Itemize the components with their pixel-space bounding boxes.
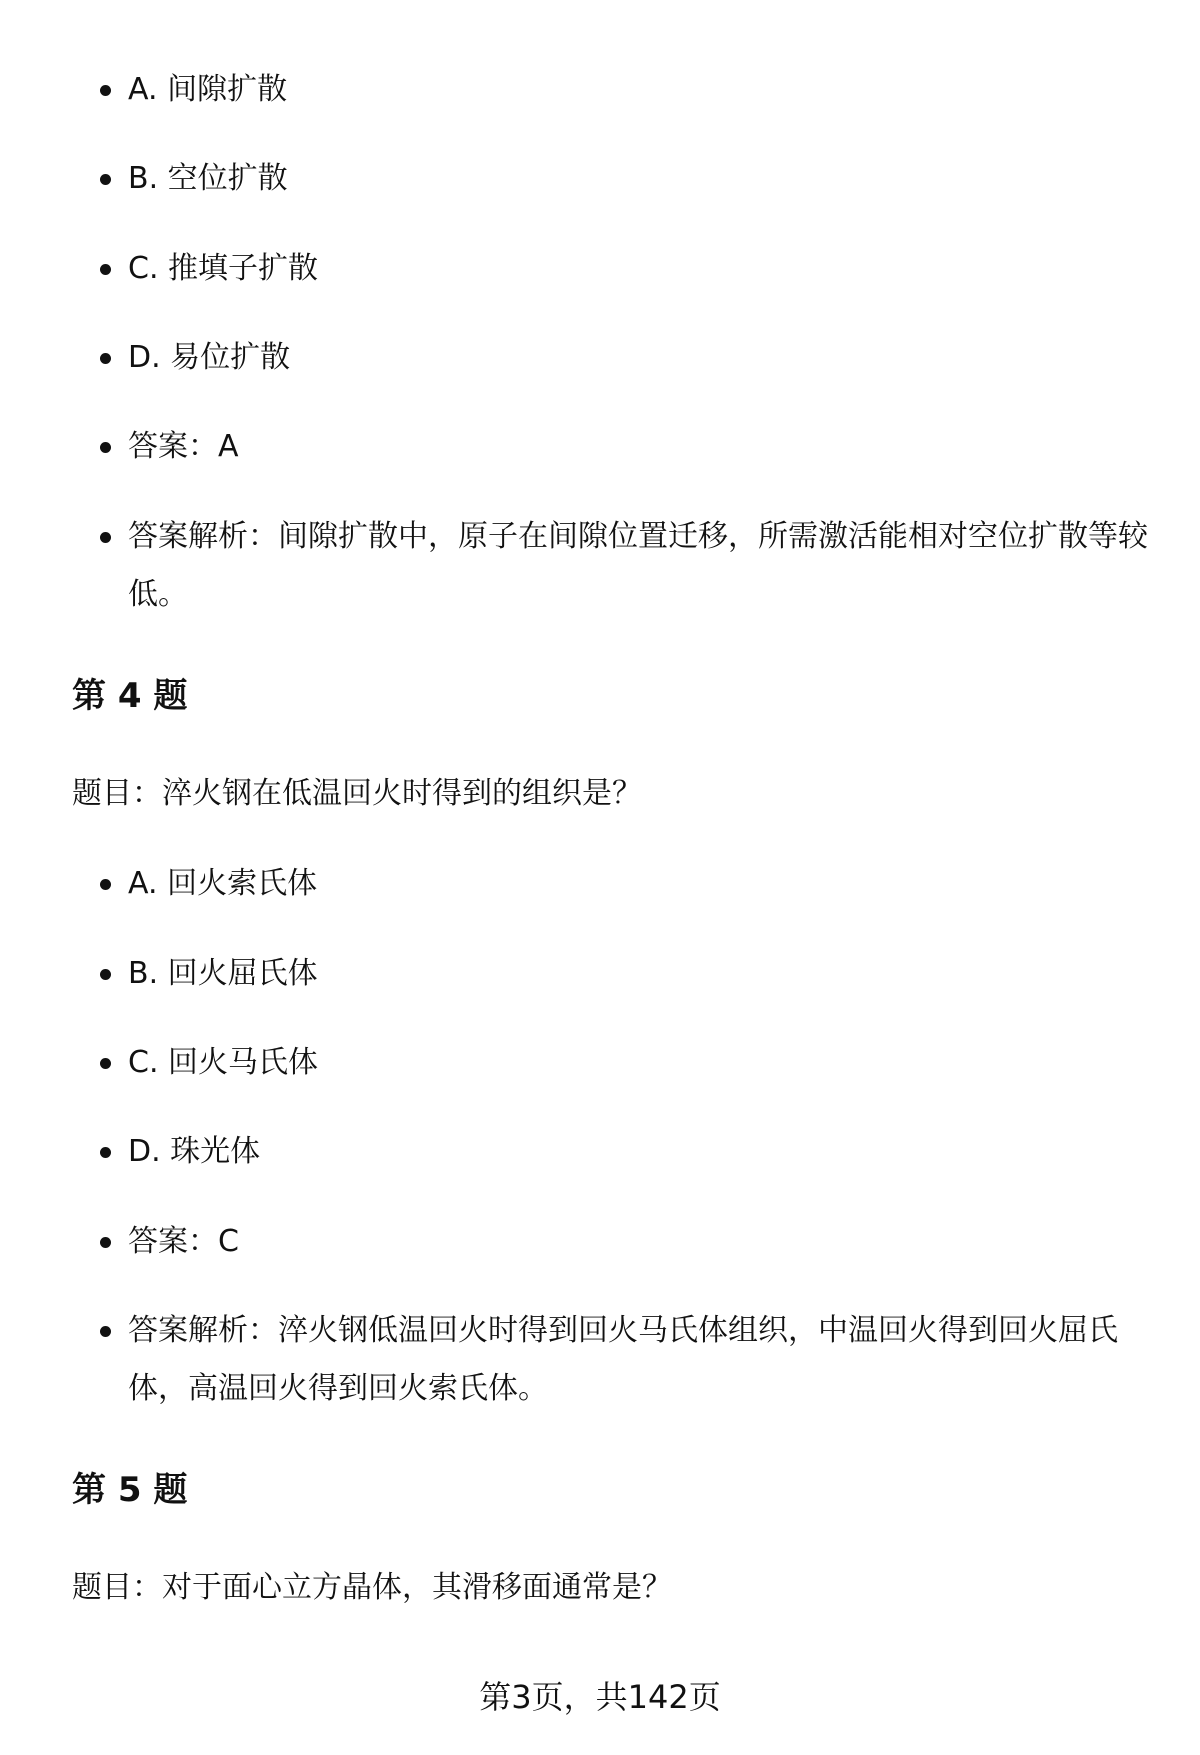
answer: 答案：A — [128, 418, 1148, 476]
answer-explanation: 答案解析：间隙扩散中，原子在间隙位置迁移，所需激活能相对空位扩散等较低。 — [128, 508, 1148, 624]
question-heading: 第 5 题 — [72, 1470, 188, 1510]
page-number-footer: 第3页，共142页 — [479, 1678, 721, 1716]
question-heading: 第 4 题 — [72, 676, 188, 716]
answer: 答案：C — [128, 1213, 1148, 1271]
option-d: D. 易位扩散 — [128, 329, 1148, 387]
answer-explanation: 答案解析：淬火钢低温回火时得到回火马氏体组织，中温回火得到回火屈氏体，高温回火得到回火索氏体。 — [128, 1302, 1148, 1418]
option-a: A. 间隙扩散 — [128, 61, 1148, 119]
question-stem: 题目：淬火钢在低温回火时得到的组织是？ — [72, 776, 642, 811]
option-a: A. 回火索氏体 — [128, 855, 1148, 913]
option-b: B. 空位扩散 — [128, 150, 1148, 208]
option-d: D. 珠光体 — [128, 1123, 1148, 1181]
question-stem: 题目：对于面心立方晶体，其滑移面通常是？ — [72, 1570, 672, 1605]
option-b: B. 回火屈氏体 — [128, 945, 1148, 1003]
option-c: C. 回火马氏体 — [128, 1034, 1148, 1092]
option-c: C. 推填子扩散 — [128, 240, 1148, 298]
